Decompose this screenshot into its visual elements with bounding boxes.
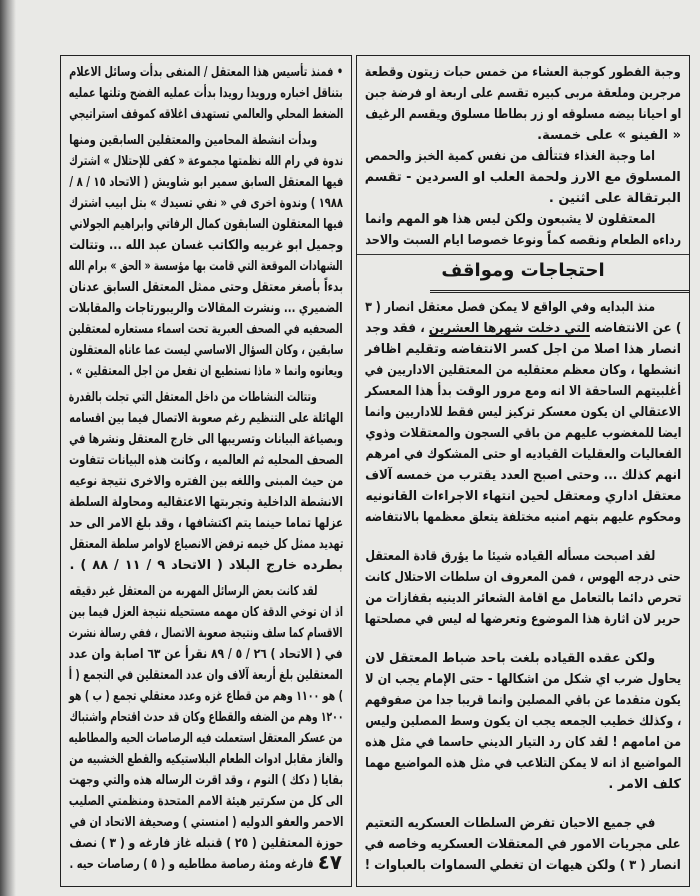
paragraph: [365, 62, 681, 146]
text-line: [365, 711, 681, 732]
right-column-body: [365, 297, 681, 876]
text-line: [69, 728, 343, 749]
text-line: [69, 62, 343, 83]
line-text: الهائلة على التنظيم رغم صعوبة الاتصال فيما بين اقسامه: [69, 411, 343, 426]
paragraph: [365, 648, 681, 795]
text-line: [69, 214, 343, 235]
line-text: ويعانوه وانما « ماذا نستطيع ان نفعل من اجل المعتقلين » .: [69, 364, 343, 379]
line-text: مرجرين وملعقة مربى كبيره تقسم على اربعة او فرضة جبن: [365, 86, 681, 101]
text-line: [69, 555, 343, 576]
text-line: [365, 230, 681, 251]
text-line: [365, 188, 681, 209]
line-text: الاحمر والعفو الدوليه ( امنستي ) وصحيفة الاتحاد ان في: [69, 815, 343, 830]
text-line: [365, 125, 681, 146]
page-number: ٤٧: [317, 850, 342, 874]
line-text: معتقل اداري ومعتقل لحين انتهاء الاجراءات القانونيه: [365, 489, 681, 504]
line-text: الانشطة الداخلية وتجربتها الاعتقاليه ومحاولة السلطة: [69, 495, 343, 510]
text-line: [69, 151, 343, 172]
text-line: [69, 387, 343, 408]
text-line: [69, 429, 343, 450]
line-text: حتى درجه الهوس ، فمن المعروف ان سلطات الاحتلال كانت: [365, 570, 681, 585]
text-line: [365, 423, 681, 444]
line-text: والغاز مقابل ادوات الطعام البلاستيكيه والقطع الخشبيه من: [69, 752, 343, 767]
line-text: ولكن عقده القياده بلغت باحد ضباط المعتقل لان: [365, 651, 655, 666]
text-line: [365, 567, 681, 588]
line-text: ) هو ١١٠٠ وهم من قطاع غزه وعدد معتقلي تجمع ( ب ) هو: [69, 689, 343, 704]
text-line: [69, 602, 343, 623]
text-line: [69, 298, 343, 319]
text-line: [69, 833, 343, 854]
text-line: [365, 855, 681, 876]
text-line: [365, 834, 681, 855]
text-line: [365, 62, 681, 83]
line-text: كلف الامر .: [608, 777, 681, 792]
line-text: في ( الاتحاد ) ٢٦ / ٥ / ٨٩ نقرأ عن ٦٣ اصابة وان عدد: [69, 647, 343, 662]
line-text: انصار ( ٣ ) ولكن هيهات ان تغطي السماوات بالعباوات !: [365, 858, 681, 873]
heading-underline: [430, 290, 689, 293]
text-line: [365, 732, 681, 753]
text-line: [69, 193, 343, 214]
underlined-phrase: التي دخلت شهرها العشرين: [428, 321, 590, 336]
text-line: [69, 83, 343, 104]
line-text: الاقسام كما سلف ونتيجة صعوبة الاتصال ، ففي رسالة نشرت: [69, 626, 343, 641]
text-line: [365, 648, 681, 669]
text-line: [69, 791, 343, 812]
line-text: وبصياغة البيانات وتسريبها الى خارج المعتقل ونشرها في: [69, 432, 343, 447]
text-line: [69, 340, 343, 361]
right-column: [356, 55, 690, 887]
text-line: [69, 686, 343, 707]
line-text: على مجريات الامور في المعتقلات العسكريه وخاصه في: [365, 837, 681, 852]
line-text: يحاول ضرب اي شكل من اشكالها - حتى الإمام يجب ان لا: [365, 672, 681, 687]
line-text: بطرده خارج البلاد ( الاتحاد ٩ / ١١ / ٨٨ ) .: [69, 558, 343, 573]
section-heading: احتجاجات ومواقف: [441, 260, 605, 281]
text-line: [365, 690, 681, 711]
line-text: ١٢٠٠ وهم من الضفه والقطاع وكان قد حدث اقتحام واشتباك: [69, 710, 343, 725]
paragraph: [69, 387, 343, 576]
text-line: [365, 507, 681, 528]
line-text: البرتقالة على اثنين .: [548, 191, 681, 206]
line-text: • فمنذ تأسيس هذا المعتقل / المنفى بدأت وسائل الاعلام: [69, 65, 343, 80]
text-line: [365, 669, 681, 690]
scan-shadow-edge: [0, 0, 16, 896]
paragraph: [69, 581, 343, 875]
line-text: اما وجبة الغذاء فتتألف من نفس كمية الخبز والحمص: [365, 149, 655, 164]
right-column-top-text: [365, 62, 681, 251]
line-text: بقايا ( دكك ) النوم ، وقد اقرت الرساله هذه والتي وجهت: [69, 773, 343, 788]
text-line: [365, 588, 681, 609]
paragraph: [365, 813, 681, 876]
text-line: [365, 609, 681, 630]
line-text: او احيانا بيضه مسلوقه او زر بطاطا مسلوق ويقسم الرغيف: [365, 107, 681, 122]
text-line: [365, 381, 681, 402]
line-text: حوزة المعتقلين ( ٢٥ ) قنبله غاز فارغه و ( ٣ ) نصف: [69, 836, 343, 851]
text-line: [365, 774, 681, 795]
line-text: ايضا للمغضوب عليهم من باقي السجون والمعتقلات وذوي: [365, 426, 681, 441]
text-line: [69, 749, 343, 770]
left-column: [60, 55, 352, 887]
text-line: [69, 770, 343, 791]
line-text: ، وكذلك خطيب الجمعه يجب ان يكون وسط المصلين وليس: [365, 714, 681, 729]
line-text-part: ، فقد وجد: [365, 321, 429, 336]
line-text: ندوة في رام الله نظمتها مجموعة « كفى للإحتلال » اشترك: [69, 154, 343, 169]
text-line: [69, 513, 343, 534]
paragraph: [365, 146, 681, 209]
line-text: فارغه ومئة رصاصة مطاطيه و ( ٥ ) رصاصات حيه .: [69, 857, 313, 872]
line-text-part: ) عن الانتفاضه: [589, 321, 681, 336]
line-text: الصحف المحليه ثم العالميه ، وكانت هذه البيانات تتفاوت: [69, 453, 343, 468]
line-text: الاعتقالي ان يكون معسكر تركيز ليس فقط للاداريين وانما: [365, 405, 681, 420]
line-text: ١٩٨٨ ) وندوة اخرى في « نفي تسيدك » بتل ابيب اشترك: [69, 196, 343, 211]
line-text: بدءاً بأصغر معتقل وحتى ممثل المعتقل السابق عدنان: [69, 280, 343, 295]
text-line: [365, 486, 681, 507]
line-text: وتتالت النشاطات من داخل المعتقل التي تجلت بالقدرة: [68, 390, 317, 405]
text-line: [69, 581, 343, 602]
line-text: منذ البدايه وفي الواقع لا يمكن فصل معتقل انصار ( ٣: [365, 300, 655, 315]
text-line: [69, 644, 343, 665]
text-line: [69, 534, 343, 555]
line-text: تهديد ممثل كل خيمه ترفض الانصياع لاوامر سلطة المعتقل: [69, 537, 343, 552]
paragraph: [365, 297, 681, 528]
line-text: من عسكر المعتقل استعملت فيه الرصاصات الحيه والمطاطيه: [69, 731, 343, 746]
line-text: المعتقلون لا يشبعون ولكن ليس هذا هو المهم وانما: [365, 212, 655, 227]
line-text: الضميري ... ونشرت المقالات والريبورتاجات والمقابلات: [69, 301, 343, 316]
line-text: الى كل من سكرتير هيئة الامم المتحدة ومنظمتي الصليب: [69, 794, 343, 809]
line-text: المواضيع اذ انه لا يمكن التلاعب في مثل هذه المواضيع مهما: [365, 756, 681, 771]
line-text: الفعاليات والعقليات القياديه او حتى المشكوك في امرهم: [365, 447, 681, 462]
text-line: [365, 146, 681, 167]
line-text: رداءه الطعام ونقصه كماً ونوعا خصوصا ايام السبت والاحد: [365, 233, 681, 248]
line-text: الصحفيه في الصحف العبرية تحت اسماء مستعاره لمعتقلين: [69, 322, 343, 337]
line-text: [365, 318, 681, 339]
text-line: [365, 167, 681, 188]
text-line: [69, 492, 343, 513]
paragraph: [365, 546, 681, 630]
text-line: [365, 465, 681, 486]
line-text: وجبة الفطور كوجبة العشاء من خمس حبات زيتون وقطعة: [365, 65, 681, 80]
line-text: لقد كانت بعض الرسائل المهربه من المعتقل غير دقيقه: [69, 584, 317, 599]
section-header: [357, 254, 689, 293]
text-line: [365, 402, 681, 423]
line-text: فيها المعتقل السابق سمير ابو شاويش ( الاتحاد ١٥ / ٨ /: [69, 175, 343, 190]
line-text: المعتقلين بلغ أربعة آلاف وان عدد المعتقلين في التجمع ( أ: [69, 668, 343, 683]
line-text: من حيث المبنى واللغه بين الفتره والاخرى نتيجة نوعيه: [69, 474, 343, 489]
text-line: [69, 256, 343, 277]
text-line: [365, 104, 681, 125]
paragraph: [69, 130, 343, 382]
text-line: [69, 130, 343, 151]
text-line: [365, 209, 681, 230]
text-line: [69, 623, 343, 644]
text-line: [69, 277, 343, 298]
line-text: وجميل ابو غربيه والكاتب غسان عبد الله ... وتتالت: [69, 238, 343, 253]
line-text: ومحكوم عليهم بتهم امنيه مختلفة يتعلق معظمها بالانتفاضه: [365, 510, 681, 525]
line-text: انهم كذلك ... وحتى اصبح العدد يقترب من خمسه آلاف: [365, 468, 681, 483]
text-line: [365, 83, 681, 104]
line-text: في جميع الاحيان تفرض السلطات العسكريه التعتيم: [365, 816, 655, 831]
line-text: وبدأت انشطة المحامين والمعتقلين السابقين ومنها: [69, 133, 317, 148]
text-line: [69, 450, 343, 471]
text-line: [69, 854, 343, 875]
line-text: انصار هذا اصلا من اجل كسر الانتفاضه وتقليم اظافر: [365, 342, 681, 357]
line-text: بتناقل اخباره ورويدا رويدا بدأت عمليه الفضح وتلتها عمليه: [69, 86, 343, 101]
line-text: من امامهم ! لقد كان رد التيار الديني حاسما في مثل هذه: [365, 735, 681, 750]
line-text: انشطها ، وكان معظم معتقليه من المعتقلين الاداريين في: [365, 363, 681, 378]
text-line: [365, 753, 681, 774]
paragraph: [69, 62, 343, 125]
line-text: الشهادات الموقعة التي قامت بها مؤسسة « الحق » برام الله: [69, 259, 343, 274]
text-line: [69, 707, 343, 728]
line-text: تحرص دائما بالتعامل مع اقامة الشعائر الدينيه بقفازات من: [365, 591, 681, 606]
text-line: [69, 319, 343, 340]
text-line: [365, 546, 681, 567]
text-line: [69, 172, 343, 193]
text-line: [365, 339, 681, 360]
line-text: الضغط المحلي والعالمي تستهدف اغلاقه كموقف استراتيجي: [69, 107, 343, 122]
line-text: عزلها تماما حينما يتم اكتشافها ، وقد بلغ الامر الى حد: [69, 516, 343, 531]
text-line: [69, 361, 343, 382]
text-line: [69, 235, 343, 256]
line-text: فيها المعتقلون السابقون كمال الرفاتي وابراهيم الجولاني: [69, 217, 343, 232]
text-line: [69, 665, 343, 686]
text-line: [69, 104, 343, 125]
line-text: يكون متقدما عن باقي المصلين وانما قريبا جدا من صفوفهم: [365, 693, 681, 708]
text-line: [365, 297, 681, 318]
text-line: [365, 444, 681, 465]
left-column-body: [69, 62, 343, 875]
text-line: [69, 408, 343, 429]
line-text: اذ ان توخي الدقة كان مهمه مستحيله نتيجة العزل فيما بين: [69, 605, 343, 620]
line-text: حرير لان اثارة هذا الموضوع وتعرضها له ليس في مصلحتها: [365, 612, 681, 627]
text-line: [69, 471, 343, 492]
line-text: المسلوق مع الارز ولحمة العلب او السردين - تقسم: [365, 170, 681, 185]
line-text: أغلبيتهم الساحقة الا انه ومع مرور الوقت بدأ هذا المعسكر: [365, 384, 681, 399]
line-text: « الفينو » على خمسة.: [537, 128, 681, 143]
line-text: سابقين ، وكان السؤال الاساسي ليست عما عاناه المعتقلون: [69, 343, 343, 358]
text-line: [365, 360, 681, 381]
text-line: [69, 812, 343, 833]
text-line: [365, 813, 681, 834]
line-text: لقد اصبحت مسأله القياده شيئا ما يؤرق قادة المعتقل: [365, 549, 655, 564]
paragraph: [365, 209, 681, 251]
text-line: [365, 318, 681, 339]
